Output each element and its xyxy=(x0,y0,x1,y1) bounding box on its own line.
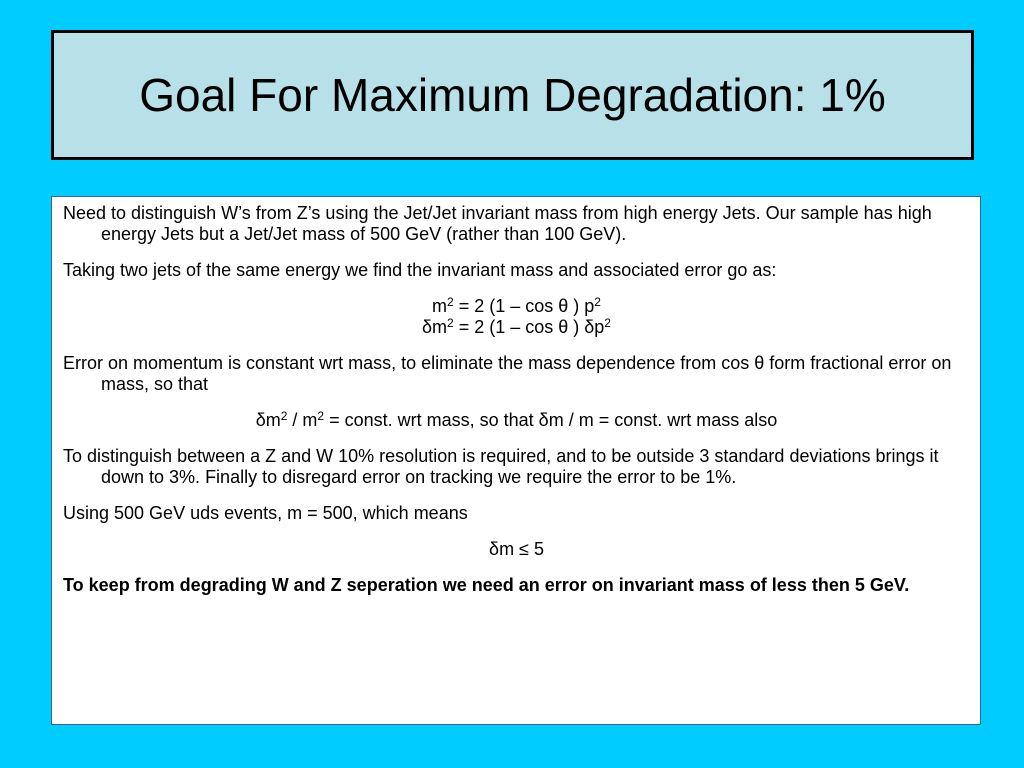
paragraph-intro: Need to distinguish W’s from Z’s using the Jet/Jet invariant mass from high energy Jets. Our sample has high energy Jets but a Jet/Jet mass of 500 GeV (rather than 100 GeV). xyxy=(63,203,932,244)
eq2-rhs: = 2 (1 – cos θ ) δp xyxy=(453,317,605,337)
eq1-rhs: = 2 (1 – cos θ ) p xyxy=(453,296,595,316)
eq3-c: = const. wrt mass, so that δm / m = const. wrt mass also xyxy=(324,410,778,430)
paragraph-resolution: To distinguish between a Z and W 10% resolution is required, and to be outside 3 standard deviations brings it down to 3%. Finally to disregard error on tracking we require the error to be 1%. xyxy=(63,446,939,487)
eq1-lhs: m xyxy=(432,296,448,316)
equation-group-mass xyxy=(63,296,970,338)
eq2-lhs: δm xyxy=(422,317,448,337)
eq3-exp1: 2 xyxy=(280,409,288,423)
paragraph-uds-events: Using 500 GeV uds events, m = 500, which means xyxy=(63,503,468,523)
eq3-a: δm xyxy=(255,410,281,430)
title-box xyxy=(51,30,974,160)
equation-error-squared xyxy=(63,317,970,338)
eq1-exp2: 2 xyxy=(594,295,601,309)
eq2-exp1: 2 xyxy=(447,316,454,330)
equation-group-limit xyxy=(63,539,970,560)
eq3-b: / m xyxy=(287,410,318,430)
equation-mass-squared xyxy=(63,296,970,317)
equation-group-fractional xyxy=(63,410,970,431)
slide-title: Goal For Maximum Degradation: 1% xyxy=(139,69,886,121)
paragraph-conclusion: To keep from degrading W and Z seperation we need an error on invariant mass of less then 5 GeV. xyxy=(63,575,910,595)
eq2-exp2: 2 xyxy=(604,316,611,330)
paragraph-momentum-error: Error on momentum is constant wrt mass, to eliminate the mass dependence from cos θ form fractional error on mass, so that xyxy=(63,353,952,394)
eq1-exp1: 2 xyxy=(447,295,454,309)
eq3-exp2: 2 xyxy=(317,409,325,423)
equation-mass-limit: δm ≤ 5 xyxy=(489,539,544,559)
paragraph-two-jets: Taking two jets of the same energy we find the invariant mass and associated error go as: xyxy=(63,260,777,280)
content-box xyxy=(51,196,981,725)
equation-fractional-error xyxy=(63,410,970,431)
